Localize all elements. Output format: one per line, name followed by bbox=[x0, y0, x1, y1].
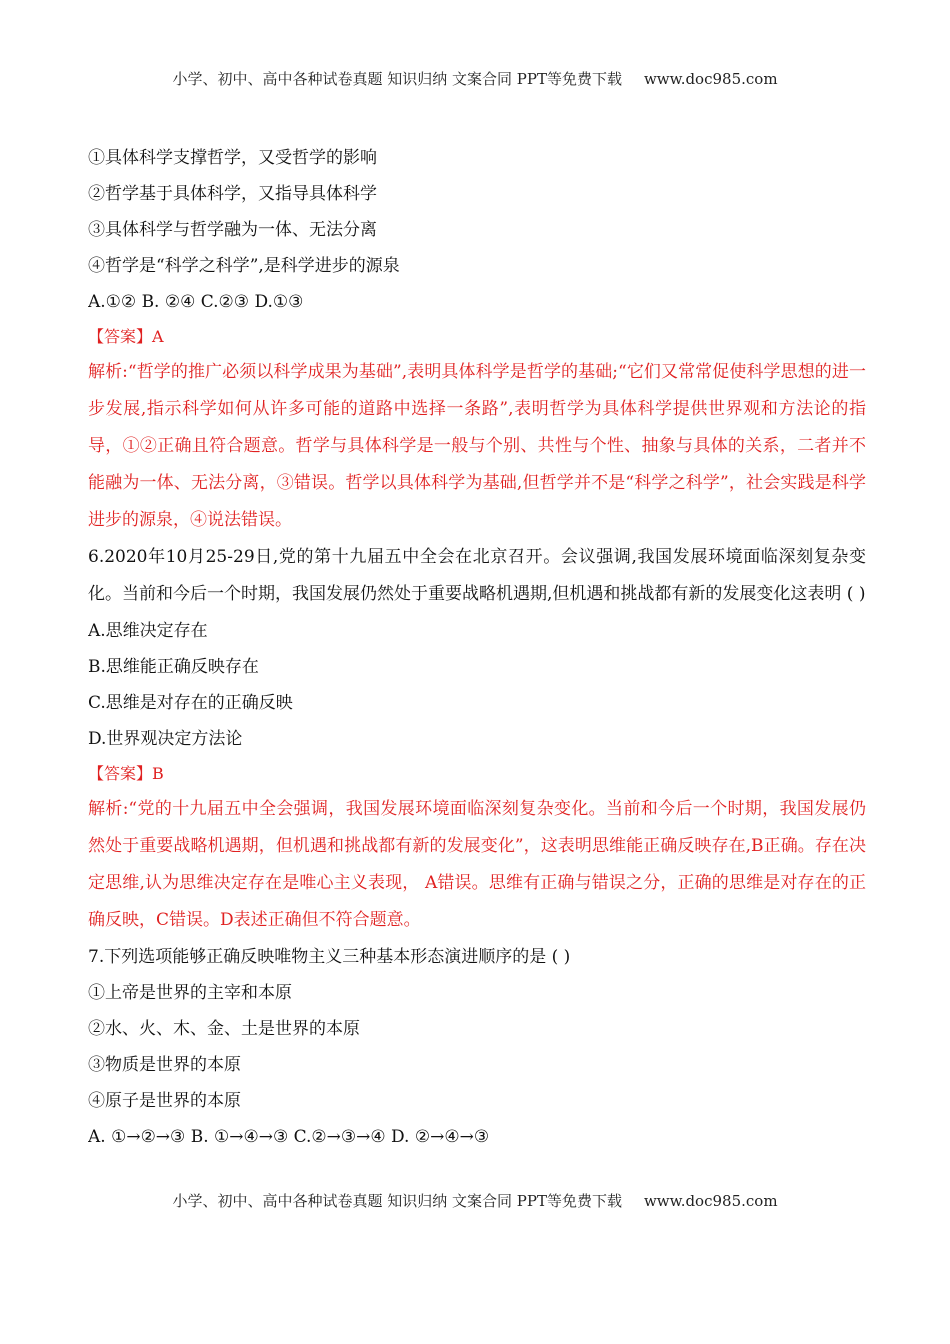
header-text: 小学、初中、高中各种试卷真题 知识归纳 文案合同 PPT等免费下载 bbox=[172, 70, 622, 88]
q6-answer: 【答案】B bbox=[88, 764, 164, 783]
q7-item-2: ②水、火、木、金、土是世界的本原 bbox=[88, 1019, 360, 1039]
footer-text: 小学、初中、高中各种试卷真题 知识归纳 文案合同 PPT等免费下载 bbox=[172, 1192, 622, 1210]
q5-item-4: ④哲学是“科学之科学”,是科学进步的源泉 bbox=[88, 256, 400, 276]
q5-item-2: ②哲学基于具体科学，又指导具体科学 bbox=[88, 184, 377, 204]
page-footer bbox=[0, 1190, 950, 1211]
question-7-block bbox=[88, 939, 866, 1155]
q6-stem: 6.2020年10月25-29日,党的第十九届五中全会在北京召开。会议强调,我国发展环境面临深刻复杂变化。当前和今后一个时期，我国发展仍然处于重要战略机遇期,但机遇和挑战都有新的发展变化这表明 ( ) bbox=[88, 547, 866, 604]
q6-option-b: B.思维能正确反映存在 bbox=[88, 657, 259, 677]
q5-analysis: 解析:“哲学的推广必须以科学成果为基础”,表明具体科学是哲学的基础;“它们又常常促使科学思想的进一步发展,指示科学如何从许多可能的道路中选择一条路”,表明哲学为具体科学提供世界观和方法论的指导，①②正确且符合题意。哲学与具体科学是一般与个别、共性与个性、抽象与具体的关系，二者并不能融为一体、无法分离，③错误。哲学以具体科学为基础,但哲学并不是“科学之科学”，社会实践是科学进步的源泉，④说法错误。 bbox=[88, 362, 866, 530]
q6-option-a: A.思维决定存在 bbox=[88, 621, 208, 641]
q7-item-3: ③物质是世界的本原 bbox=[88, 1055, 241, 1075]
q6-option-d: D.世界观决定方法论 bbox=[88, 729, 243, 749]
q7-stem: 7.下列选项能够正确反映唯物主义三种基本形态演进顺序的是 ( ) bbox=[88, 947, 571, 967]
q5-item-3: ③具体科学与哲学融为一体、无法分离 bbox=[88, 220, 377, 240]
header-url: www.doc985.com bbox=[643, 70, 778, 88]
q5-answer: 【答案】A bbox=[88, 327, 164, 346]
q6-analysis: 解析:“党的十九届五中全会强调，我国发展环境面临深刻复杂变化。当前和今后一个时期，我国发展仍然处于重要战略机遇期，但机遇和挑战都有新的发展变化”，这表明思维能正确反映存在,B正确。存在决定思维,认为思维决定存在是唯心主义表现， A错误。思维有正确与错误之分，正确的思维是对存在的正确反映，C错误。D表述正确但不符合题意。 bbox=[88, 799, 866, 930]
page-content bbox=[88, 140, 866, 1155]
q6-option-c: C.思维是对存在的正确反映 bbox=[88, 693, 293, 713]
question-5-block bbox=[88, 140, 866, 539]
q7-item-1: ①上帝是世界的主宰和本原 bbox=[88, 983, 292, 1003]
q7-options: A. ①→②→③ B. ①→④→③ C.②→③→④ D. ②→④→③ bbox=[88, 1127, 490, 1147]
q7-item-4: ④原子是世界的本原 bbox=[88, 1091, 241, 1111]
footer-url: www.doc985.com bbox=[643, 1192, 778, 1210]
page-header bbox=[0, 68, 950, 89]
q5-options: A.①② B. ②④ C.②③ D.①③ bbox=[88, 292, 304, 312]
question-6-block bbox=[88, 539, 866, 939]
q5-item-1: ①具体科学支撑哲学，又受哲学的影响 bbox=[88, 148, 377, 168]
